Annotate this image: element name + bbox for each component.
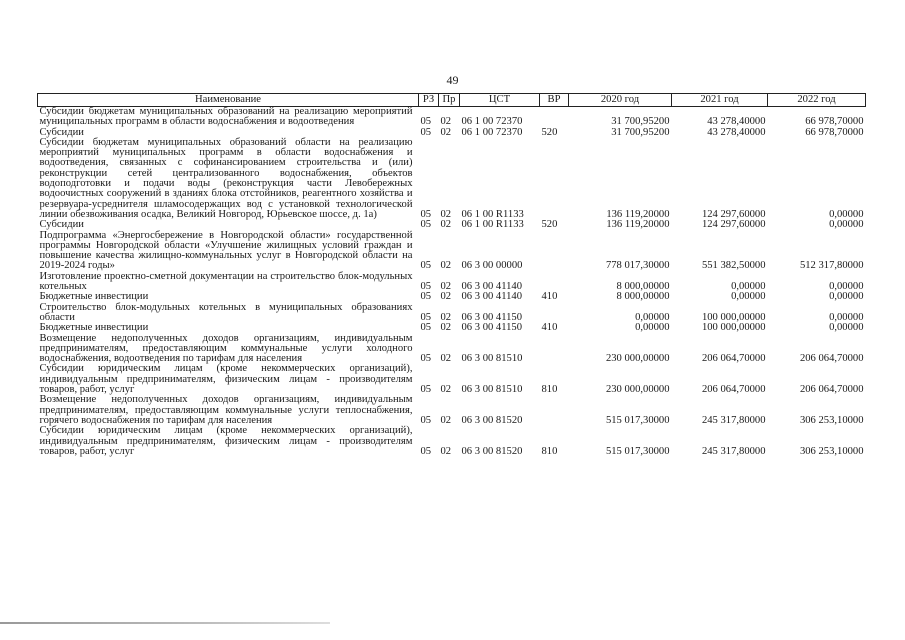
row-cst: 06 3 00 81510: [461, 384, 523, 396]
row-cst: 06 1 00 72370: [461, 116, 523, 128]
row-value-2020: 0,00000: [635, 311, 670, 323]
row-value-2022: 306 253,10000: [799, 445, 864, 457]
row-value-2020: 230 000,00000: [605, 353, 670, 365]
row-pr: 02: [440, 322, 452, 334]
row-vr: 810: [541, 445, 558, 457]
row-value-2022: 0,00000: [829, 311, 864, 323]
row-pr: 02: [440, 219, 452, 231]
row-value-2020: 31 700,95200: [611, 126, 670, 138]
header-name: Наименование: [38, 94, 419, 107]
table-row: [38, 334, 866, 365]
row-value-2022: 206 064,70000: [799, 353, 864, 365]
row-value-2021: 0,00000: [731, 291, 766, 303]
row-value-2021: 124 297,60000: [701, 208, 766, 220]
row-pr: 02: [440, 414, 452, 426]
row-cst: 06 1 00 R1133: [461, 219, 524, 231]
row-vr: [540, 107, 569, 128]
row-rz: 05: [420, 116, 432, 128]
row-pr: 02: [440, 445, 452, 457]
row-cst: 06 3 00 81520: [461, 445, 523, 457]
row-value-2021: 100 000,00000: [701, 322, 766, 334]
row-value-2021: 206 064,70000: [701, 384, 766, 396]
row-name: Возмещение недополученных доходов организациям, индивидуальным предпринимателям, предоставляющим коммунальные услуги холодного водоснабжения, водоотведения по тарифам для населения: [39, 332, 413, 365]
row-value-2022: 512 317,80000: [799, 260, 864, 272]
row-cst: 06 3 00 41140: [461, 291, 523, 303]
row-name: Бюджетные инвестиции: [39, 291, 149, 303]
row-value-2020: 515 017,30000: [605, 414, 670, 426]
row-vr: [540, 334, 569, 365]
row-rz: 05: [420, 311, 432, 323]
row-rz: 05: [420, 322, 432, 334]
row-cst: 06 3 00 41150: [461, 311, 523, 323]
row-value-2021: 43 278,40000: [707, 126, 766, 138]
row-value-2021: 551 382,50000: [701, 260, 766, 272]
row-value-2022: 0,00000: [829, 291, 864, 303]
table-row: [38, 107, 866, 128]
row-name: Субсидии юридическим лицам (кроме некоммерческих организаций), индивидуальным предпринимателям, физическим лицам - производителям товаров, работ, услуг: [39, 363, 413, 396]
row-value-2020: 0,00000: [635, 322, 670, 334]
row-value-2021: 124 297,60000: [701, 219, 766, 231]
row-rz: 05: [420, 281, 432, 293]
table-row: [38, 231, 866, 272]
budget-table: [37, 93, 866, 457]
row-rz: 05: [420, 208, 432, 220]
header-rz: РЗ: [419, 94, 439, 107]
header-2021: 2021 год: [672, 94, 768, 107]
row-cst: 06 1 00 R1133: [461, 208, 524, 220]
row-cst: 06 3 00 41150: [461, 322, 523, 334]
row-rz: 05: [420, 414, 432, 426]
row-name: Субсидии бюджетам муниципальных образований области на реализацию мероприятий муниципальных программ в области водоснабжения и водоотведения, связанных с софинансированием строительства и (или) реконструкции сетей централизованного водоснабжения, объектов водоподготовки и подачи воды (реконструкция части Левобережных водоочистных сооружений в зданиях блока отстойников, реагентного хозяйства и резервуара-усреднителя шламосодержащих вод с установкой технологической линии обезвоживания осадка, Великий Новгород, Юрьевское шоссе, д. 1а): [39, 136, 413, 220]
row-vr: [540, 395, 569, 426]
row-vr: [540, 272, 569, 293]
row-vr: 520: [541, 219, 558, 231]
row-value-2020: 136 119,20000: [606, 208, 670, 220]
row-value-2021: 245 317,80000: [701, 445, 766, 457]
table-row: [38, 323, 866, 333]
row-cst: 06 3 00 81520: [461, 414, 523, 426]
row-value-2021: 100 000,00000: [701, 311, 766, 323]
header-vr: ВР: [540, 94, 569, 107]
row-pr: 02: [440, 208, 452, 220]
table-body: [38, 107, 866, 458]
table-row: [38, 395, 866, 426]
row-name: Субсидии юридическим лицам (кроме некоммерческих организаций), индивидуальным предпринимателям, физическим лицам - производителям товаров, работ, услуг: [39, 425, 413, 457]
row-name: Возмещение недополученных доходов организациям, индивидуальным предпринимателям, предоставляющим коммунальные услуги теплоснабжения, горячего водоснабжения по тарифам для населения: [39, 394, 413, 426]
row-vr: [540, 231, 569, 272]
row-value-2022: 0,00000: [829, 219, 864, 231]
row-value-2020: 31 700,95200: [611, 116, 670, 128]
row-value-2022: 0,00000: [829, 322, 864, 334]
row-name: Бюджетные инвестиции: [39, 322, 149, 334]
row-name: Субсидии: [39, 126, 84, 138]
row-value-2021: 206 064,70000: [701, 353, 766, 365]
row-rz: 05: [420, 445, 432, 457]
table-row: [38, 426, 866, 457]
row-value-2020: 515 017,30000: [605, 445, 670, 457]
table-header: [38, 94, 866, 107]
row-value-2020: 136 119,20000: [606, 219, 670, 231]
row-name: Изготовление проектно-сметной документации на строительство блок-модульных котельных: [39, 270, 413, 293]
scan-edge-line: [0, 622, 330, 624]
row-cst: 06 1 00 72370: [461, 126, 523, 138]
row-vr: [540, 138, 569, 220]
row-cst: 06 3 00 41140: [461, 281, 523, 293]
table-row: [38, 272, 866, 293]
row-value-2020: 8 000,00000: [616, 281, 670, 293]
row-pr: 02: [440, 353, 452, 365]
row-pr: 02: [440, 384, 452, 396]
header-row: [38, 94, 866, 107]
header-pr: Пр: [439, 94, 460, 107]
row-value-2021: 0,00000: [731, 281, 766, 293]
row-value-2022: 0,00000: [829, 281, 864, 293]
row-value-2020: 230 000,00000: [605, 384, 670, 396]
row-rz: 05: [420, 384, 432, 396]
row-cst: 06 3 00 81510: [461, 353, 523, 365]
row-rz: 05: [420, 219, 432, 231]
table-row: [38, 364, 866, 395]
row-value-2020: 8 000,00000: [616, 291, 670, 303]
row-value-2022: 66 978,70000: [805, 126, 864, 138]
row-cst: 06 3 00 00000: [461, 260, 523, 272]
row-vr: 810: [541, 384, 558, 396]
row-rz: 05: [420, 260, 432, 272]
row-rz: 05: [420, 126, 432, 138]
header-2020: 2020 год: [569, 94, 672, 107]
page-number: 49: [446, 73, 459, 87]
row-value-2022: 66 978,70000: [805, 116, 864, 128]
row-value-2022: 206 064,70000: [799, 384, 864, 396]
row-name: Субсидии бюджетам муниципальных образований на реализацию мероприятий муниципальных программ в области водоснабжения и водоотведения: [39, 106, 413, 128]
row-vr: 520: [541, 126, 558, 138]
row-rz: 05: [420, 291, 432, 303]
row-vr: 410: [541, 322, 558, 334]
row-value-2022: 0,00000: [829, 208, 864, 220]
table-row: [38, 303, 866, 324]
header-2022: 2022 год: [768, 94, 866, 107]
row-rz: 05: [420, 353, 432, 365]
row-value-2021: 43 278,40000: [707, 116, 766, 128]
table-row: [38, 138, 866, 220]
row-pr: 02: [440, 260, 452, 272]
row-name: Субсидии: [39, 219, 84, 231]
row-name: Подпрограмма «Энергосбережение в Новгородской области» государственной программы Новгородской области «Улучшение жилищных условий граждан и повышение качества жилищно-коммунальных услуг в Новгородской области на 2019-2024 годы»: [39, 229, 413, 272]
row-value-2021: 245 317,80000: [701, 414, 766, 426]
row-pr: 02: [440, 311, 452, 323]
header-cst: ЦСТ: [460, 94, 540, 107]
row-pr: 02: [440, 281, 452, 293]
row-pr: 02: [440, 116, 452, 128]
row-vr: 410: [541, 291, 558, 303]
row-pr: 02: [440, 126, 452, 138]
row-name: Строительство блок-модульных котельных в муниципальных образованиях области: [39, 301, 413, 323]
row-value-2022: 306 253,10000: [799, 414, 864, 426]
row-value-2020: 778 017,30000: [605, 260, 670, 272]
row-vr: [540, 303, 569, 324]
row-pr: 02: [440, 291, 452, 303]
